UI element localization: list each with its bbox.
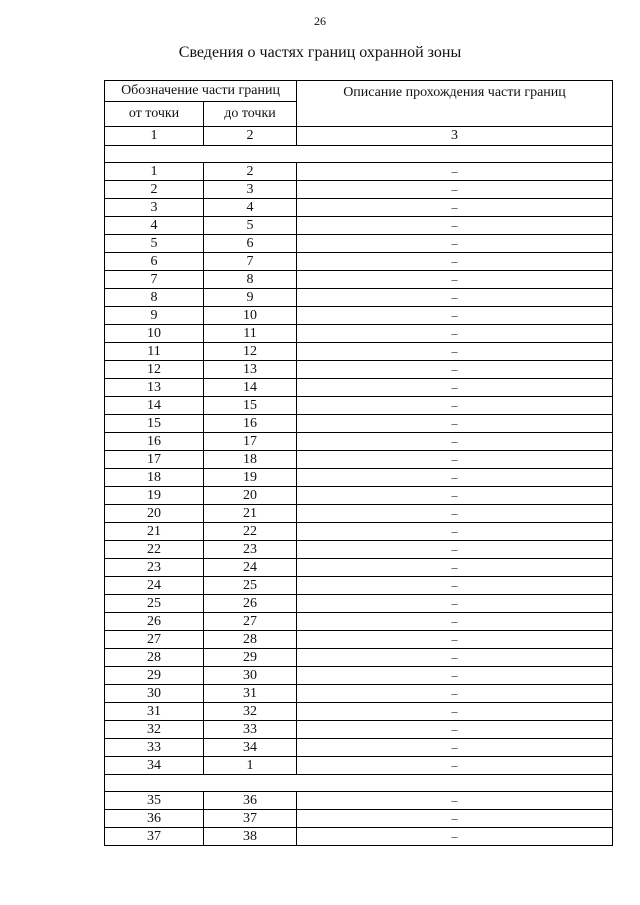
- description-cell: –: [297, 792, 613, 810]
- description-cell: –: [297, 505, 613, 523]
- to-point-cell: 33: [204, 721, 297, 739]
- table-row: [105, 361, 613, 379]
- from-point-cell: 32: [105, 721, 204, 739]
- to-point-cell: 8: [204, 271, 297, 289]
- to-point-cell: 36: [204, 792, 297, 810]
- table-row: [105, 505, 613, 523]
- table-row: [105, 217, 613, 235]
- table-row: [105, 559, 613, 577]
- description-cell: –: [297, 721, 613, 739]
- table-row: [105, 631, 613, 649]
- table-row: [105, 451, 613, 469]
- boundary-parts-table: [104, 80, 613, 846]
- description-cell: –: [297, 685, 613, 703]
- from-point-cell: 13: [105, 379, 204, 397]
- to-point-cell: 10: [204, 307, 297, 325]
- column-number-row: [105, 127, 613, 146]
- description-cell: –: [297, 289, 613, 307]
- column-number-3: 3: [297, 127, 613, 146]
- table-row: [105, 415, 613, 433]
- from-point-cell: 19: [105, 487, 204, 505]
- table-row: [105, 271, 613, 289]
- column-number-2: 2: [204, 127, 297, 146]
- from-point-cell: 1: [105, 163, 204, 181]
- from-point-cell: 31: [105, 703, 204, 721]
- page-number: 26: [314, 14, 326, 28]
- header-to-point: до точки: [204, 102, 297, 127]
- to-point-cell: 1: [204, 757, 297, 775]
- to-point-cell: 2: [204, 163, 297, 181]
- from-point-cell: 14: [105, 397, 204, 415]
- table-row: [105, 433, 613, 451]
- description-cell: –: [297, 649, 613, 667]
- description-cell: –: [297, 307, 613, 325]
- to-point-cell: 16: [204, 415, 297, 433]
- to-point-cell: 34: [204, 739, 297, 757]
- header-description: Описание прохождения части границ: [297, 81, 613, 127]
- document-title: Сведения о частях границ охранной зоны: [178, 44, 462, 61]
- table-row: [105, 757, 613, 775]
- table-row: [105, 721, 613, 739]
- from-point-cell: 6: [105, 253, 204, 271]
- description-cell: –: [297, 199, 613, 217]
- header-boundary-designation: Обозначение части границ: [105, 81, 297, 102]
- description-cell: –: [297, 667, 613, 685]
- from-point-cell: 34: [105, 757, 204, 775]
- section-separator-row: [105, 775, 613, 792]
- table-row: [105, 649, 613, 667]
- section-separator-row: [105, 146, 613, 163]
- description-cell: –: [297, 451, 613, 469]
- description-cell: –: [297, 523, 613, 541]
- from-point-cell: 33: [105, 739, 204, 757]
- description-cell: –: [297, 361, 613, 379]
- description-cell: –: [297, 469, 613, 487]
- from-point-cell: 17: [105, 451, 204, 469]
- from-point-cell: 11: [105, 343, 204, 361]
- from-point-cell: 37: [105, 828, 204, 846]
- to-point-cell: 32: [204, 703, 297, 721]
- to-point-cell: 30: [204, 667, 297, 685]
- from-point-cell: 24: [105, 577, 204, 595]
- description-cell: –: [297, 739, 613, 757]
- table-row: [105, 703, 613, 721]
- to-point-cell: 12: [204, 343, 297, 361]
- table-row: [105, 163, 613, 181]
- from-point-cell: 12: [105, 361, 204, 379]
- description-cell: –: [297, 703, 613, 721]
- to-point-cell: 27: [204, 613, 297, 631]
- description-cell: –: [297, 828, 613, 846]
- from-point-cell: 35: [105, 792, 204, 810]
- from-point-cell: 18: [105, 469, 204, 487]
- to-point-cell: 29: [204, 649, 297, 667]
- to-point-cell: 13: [204, 361, 297, 379]
- description-cell: –: [297, 325, 613, 343]
- description-cell: –: [297, 757, 613, 775]
- table-row: [105, 685, 613, 703]
- from-point-cell: 3: [105, 199, 204, 217]
- from-point-cell: 29: [105, 667, 204, 685]
- from-point-cell: 28: [105, 649, 204, 667]
- from-point-cell: 21: [105, 523, 204, 541]
- header-from-point: от точки: [105, 102, 204, 127]
- from-point-cell: 23: [105, 559, 204, 577]
- table-row: [105, 541, 613, 559]
- table-row: [105, 235, 613, 253]
- description-cell: –: [297, 613, 613, 631]
- to-point-cell: 15: [204, 397, 297, 415]
- description-cell: –: [297, 181, 613, 199]
- header-row-group: [105, 81, 613, 102]
- table-row: [105, 343, 613, 361]
- table-row: [105, 595, 613, 613]
- table-row: [105, 667, 613, 685]
- section-separator: [105, 775, 613, 792]
- table-row: [105, 325, 613, 343]
- table-row: [105, 828, 613, 846]
- to-point-cell: 18: [204, 451, 297, 469]
- to-point-cell: 11: [204, 325, 297, 343]
- description-cell: –: [297, 415, 613, 433]
- from-point-cell: 26: [105, 613, 204, 631]
- table-row: [105, 792, 613, 810]
- to-point-cell: 22: [204, 523, 297, 541]
- from-point-cell: 15: [105, 415, 204, 433]
- table-row: [105, 307, 613, 325]
- description-cell: –: [297, 163, 613, 181]
- description-cell: –: [297, 541, 613, 559]
- to-point-cell: 31: [204, 685, 297, 703]
- description-cell: –: [297, 810, 613, 828]
- description-cell: –: [297, 595, 613, 613]
- from-point-cell: 10: [105, 325, 204, 343]
- from-point-cell: 22: [105, 541, 204, 559]
- table-row: [105, 810, 613, 828]
- from-point-cell: 16: [105, 433, 204, 451]
- to-point-cell: 5: [204, 217, 297, 235]
- to-point-cell: 9: [204, 289, 297, 307]
- from-point-cell: 2: [105, 181, 204, 199]
- table-row: [105, 289, 613, 307]
- to-point-cell: 7: [204, 253, 297, 271]
- from-point-cell: 20: [105, 505, 204, 523]
- description-cell: –: [297, 631, 613, 649]
- to-point-cell: 3: [204, 181, 297, 199]
- table-row: [105, 379, 613, 397]
- description-cell: –: [297, 235, 613, 253]
- description-cell: –: [297, 559, 613, 577]
- from-point-cell: 4: [105, 217, 204, 235]
- from-point-cell: 5: [105, 235, 204, 253]
- description-cell: –: [297, 433, 613, 451]
- description-cell: –: [297, 217, 613, 235]
- description-cell: –: [297, 577, 613, 595]
- from-point-cell: 36: [105, 810, 204, 828]
- to-point-cell: 25: [204, 577, 297, 595]
- to-point-cell: 24: [204, 559, 297, 577]
- table-row: [105, 469, 613, 487]
- from-point-cell: 27: [105, 631, 204, 649]
- table-row: [105, 613, 613, 631]
- table-row: [105, 253, 613, 271]
- to-point-cell: 17: [204, 433, 297, 451]
- description-cell: –: [297, 397, 613, 415]
- table-row: [105, 577, 613, 595]
- to-point-cell: 6: [204, 235, 297, 253]
- to-point-cell: 23: [204, 541, 297, 559]
- table-row: [105, 199, 613, 217]
- from-point-cell: 8: [105, 289, 204, 307]
- description-cell: –: [297, 253, 613, 271]
- to-point-cell: 37: [204, 810, 297, 828]
- to-point-cell: 20: [204, 487, 297, 505]
- to-point-cell: 4: [204, 199, 297, 217]
- column-number-1: 1: [105, 127, 204, 146]
- to-point-cell: 28: [204, 631, 297, 649]
- table-row: [105, 397, 613, 415]
- from-point-cell: 7: [105, 271, 204, 289]
- description-cell: –: [297, 271, 613, 289]
- description-cell: –: [297, 343, 613, 361]
- from-point-cell: 25: [105, 595, 204, 613]
- table-row: [105, 181, 613, 199]
- description-cell: –: [297, 487, 613, 505]
- to-point-cell: 21: [204, 505, 297, 523]
- table-row: [105, 487, 613, 505]
- to-point-cell: 14: [204, 379, 297, 397]
- from-point-cell: 9: [105, 307, 204, 325]
- section-separator: [105, 146, 613, 163]
- table-row: [105, 739, 613, 757]
- table-row: [105, 523, 613, 541]
- from-point-cell: 30: [105, 685, 204, 703]
- to-point-cell: 19: [204, 469, 297, 487]
- to-point-cell: 26: [204, 595, 297, 613]
- to-point-cell: 38: [204, 828, 297, 846]
- description-cell: –: [297, 379, 613, 397]
